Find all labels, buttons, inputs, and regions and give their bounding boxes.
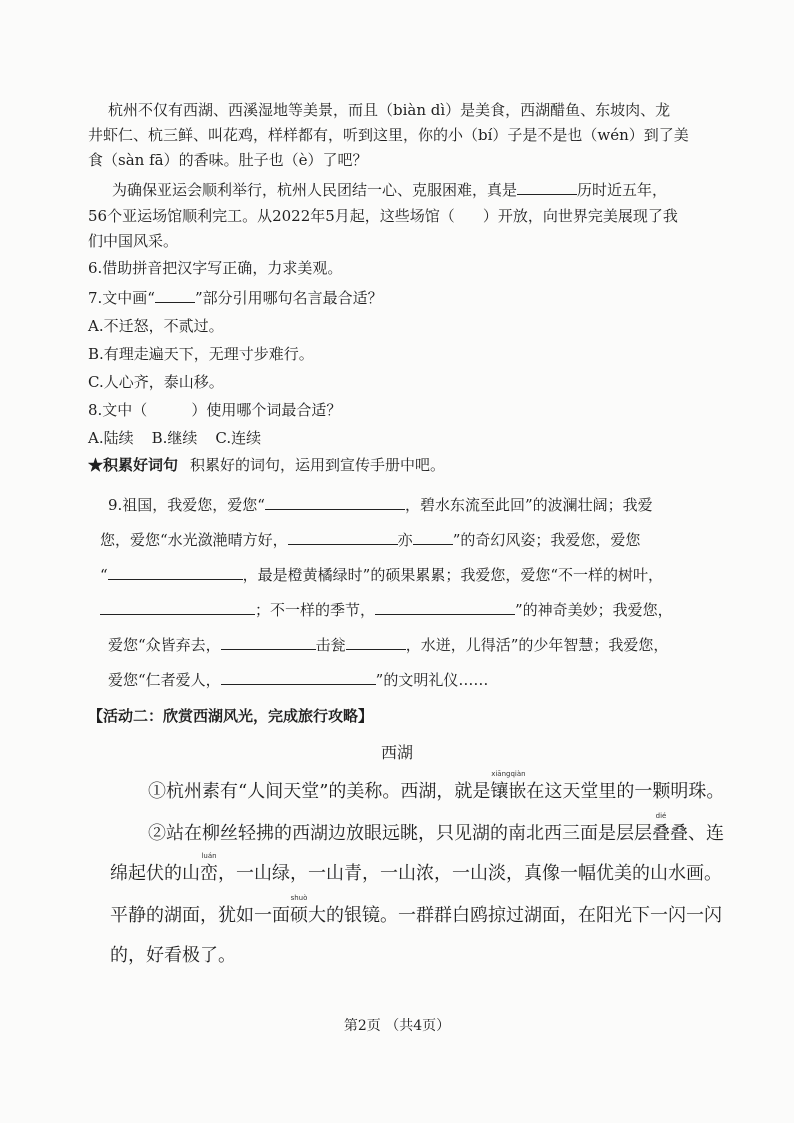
article-p2-text-a: ②站在柳丝轻拂的西湖边放眼远眺，只见湖的南北西三面是层层 [148, 823, 652, 844]
q9-text-2b: 亦 [397, 531, 413, 549]
question-9-line-3 [100, 565, 663, 585]
article-paragraph-2 [148, 812, 724, 846]
question-9-line-5 [108, 635, 668, 655]
ruby-die [652, 812, 670, 846]
poem-blank-2[interactable] [288, 530, 398, 545]
question-6: 6.借助拼音把汉字写正确，力求美观。 [88, 259, 343, 277]
passage-line-2: 井虾仁、杭三鲜、叫花鸡，样样都有，听到这里，你的小（bí）子是不是也（wén）到了美 [88, 126, 689, 144]
question-7-stem-b: ”部分引用哪句名言最合适？ [194, 289, 383, 307]
poem-blank-6[interactable] [375, 600, 515, 615]
article-p1-text-b: 在这天堂里的一颗明珠。 [526, 781, 725, 802]
question-7-option-c[interactable]: C.人心齐，泰山移。 [88, 373, 224, 391]
q9-text-5b: 击瓮 [315, 636, 346, 654]
poem-blank-1[interactable] [265, 495, 405, 510]
article-p2-text-b: 叠、连 [670, 823, 724, 844]
page-footer: 第2页 （共4页） [343, 1018, 451, 1034]
ruby-xiangqian [490, 770, 527, 804]
word-luan: 峦 [200, 863, 218, 884]
ruby-luan [200, 852, 218, 886]
q9-text-4b: ”的神奇美妙；我爱您， [515, 601, 673, 619]
poem-blank-3[interactable] [413, 530, 453, 545]
poem-blank-7[interactable] [221, 635, 316, 650]
q9-text-2a: 您，爱您“水光潋滟晴方好， [100, 531, 288, 549]
q9-text-6b: ”的文明礼仪…… [375, 671, 489, 689]
article-paragraph-1 [148, 770, 725, 804]
question-7-option-b[interactable]: B.有理走遍天下，无理寸步难行。 [88, 345, 314, 363]
article-paragraph-5: 的，好看极了。 [110, 945, 236, 966]
q9-text-1a: 9.祖国，我爱您，爱您“ [108, 496, 265, 514]
question-8-option-c[interactable]: C.连续 [215, 429, 262, 447]
section-title: ★积累好词句 [88, 456, 179, 474]
passage-line-4-text: 为确保亚运会顺利举行，杭州人民团结一心、克服困难，真是 [112, 181, 518, 199]
activity-2-header: 【活动二：欣赏西湖风光，完成旅行攻略】 [88, 707, 374, 725]
word-xiangqian: 镶嵌 [490, 781, 527, 802]
pinyin-luan: luán [201, 852, 217, 860]
pinyin-die: dié [655, 812, 667, 820]
question-7-stem [88, 288, 383, 308]
passage-line-6: 们中国风采。 [88, 232, 179, 250]
q9-text-3a: “ [100, 566, 108, 584]
pinyin-shuo: shuò [290, 894, 308, 902]
question-8-options [88, 428, 261, 448]
poem-blank-9[interactable] [221, 670, 376, 685]
question-8-option-b[interactable]: B.继续 [151, 429, 198, 447]
article-p4-text-b: 大的银镜。一群群白鸥掠过湖面，在阳光下一闪一闪 [308, 905, 722, 926]
question-8-stem-a: 8.文中（ [88, 401, 148, 419]
word-shuo: 硕 [290, 905, 308, 926]
article-paragraph-4 [110, 894, 722, 928]
q9-text-4a: ；不一样的季节， [255, 601, 376, 619]
q9-text-6a: 爱您“仁者爱人， [108, 671, 221, 689]
pinyin-xiangqian: xiāngqiàn [491, 770, 526, 778]
article-title: 西湖 [380, 743, 413, 762]
section-desc: 积累好的词句，运用到宣传手册中吧。 [190, 456, 446, 474]
question-8-stem [88, 400, 341, 420]
question-9-line-4 [100, 600, 673, 620]
question-7-stem-a: 7.文中画“ [88, 289, 155, 307]
passage-line-5-text: 56个亚运场馆顺利完工。从2022年5月起，这些场馆（ [88, 207, 455, 225]
q9-text-5c: ，水迸，儿得活”的少年智慧；我爱您， [405, 636, 669, 654]
passage-line-1: 杭州不仅有西湖、西溪湿地等美景，而且（biàn dì）是美食，西湖醋鱼、东坡肉、龙 [108, 101, 671, 119]
poem-blank-4[interactable] [108, 565, 243, 580]
article-p3-text-b: ，一山绿，一山青，一山浓，一山淡，真像一幅优美的山水画。 [218, 863, 722, 884]
q9-text-2c: ”的奇幻风姿；我爱您，爱您 [452, 531, 641, 549]
article-paragraph-3 [110, 852, 722, 886]
passage-line-3: 食（sàn fā）的香味。肚子也（è）了吧？ [88, 151, 368, 169]
question-7-option-a[interactable]: A.不迁怒，不贰过。 [88, 317, 224, 335]
article-p4-text-a: 平静的湖面，犹如一面 [110, 905, 290, 926]
question-9-line-6 [108, 670, 488, 690]
question-8-option-a[interactable]: A.陆续 [88, 429, 134, 447]
poem-blank-5[interactable] [100, 600, 255, 615]
passage-line-4-tail: 历时近五年， [577, 181, 668, 199]
idiom-blank[interactable] [517, 180, 577, 195]
ruby-shuo [290, 894, 308, 928]
passage-line-4 [112, 180, 667, 200]
q9-text-3b: ，最是橙黄橘绿时”的硕果累累；我爱您，爱您“不一样的树叶， [242, 566, 664, 584]
section-header [88, 455, 445, 475]
question-8-stem-b: ）使用哪个词最合适？ [191, 401, 342, 419]
passage-line-5-tail: ）开放，向世界完美展现了我 [482, 207, 678, 225]
word-die: 叠 [652, 823, 670, 844]
q9-text-5a: 爱您“众皆弃去， [108, 636, 221, 654]
underline-marker [155, 288, 195, 303]
question-9-line-2 [100, 530, 640, 550]
article-p3-text-a: 绵起伏的山 [110, 863, 200, 884]
poem-blank-8[interactable] [346, 635, 406, 650]
q9-text-1b: ，碧水东流至此回”的波澜壮阔；我爱 [404, 496, 653, 514]
question-9-line-1 [108, 495, 653, 515]
passage-line-5 [88, 206, 678, 226]
article-p1-text-a: ①杭州素有“人间天堂”的美称。西湖，就是 [148, 781, 491, 802]
